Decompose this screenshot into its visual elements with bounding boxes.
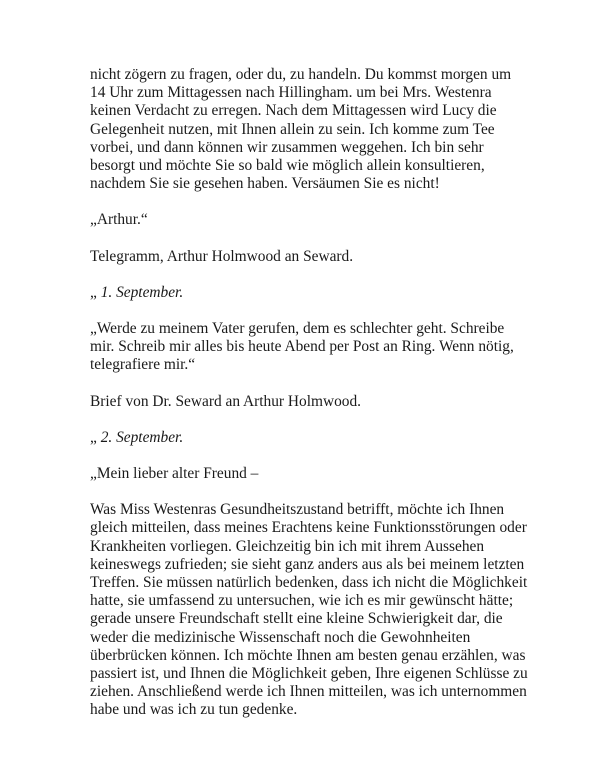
- text-line: 14 Uhr zum Mittagessen nach Hillingham. um bei Mrs. Westenra: [90, 84, 492, 102]
- paragraph-letter-heading: [90, 393, 530, 411]
- date-prefix: „: [90, 428, 101, 446]
- text-line: überbrücken können. Ich möchte Ihnen am besten genau erzählen, was: [90, 646, 526, 664]
- text-line: nicht zögern zu fragen, oder du, zu handeln. Du kommst morgen um: [90, 66, 512, 83]
- text-line: mir. Schreib mir alles bis heute Abend per Post an Ring. Wenn nötig,: [90, 338, 514, 356]
- text-line: „Mein lieber alter Freund –: [90, 465, 259, 483]
- paragraph-telegram-heading: [90, 248, 530, 266]
- date-text: 2. September.: [100, 428, 184, 446]
- text-line: gerade unsere Freundschaft stellt eine kleine Schwierigkeit dar, die: [90, 610, 503, 628]
- text-line: keineswegs zufrieden; sie sieht ganz anders aus als bei meinem letzten: [90, 555, 525, 573]
- text-line: hatte, sie umfassend zu untersuchen, wie ich es mir gewünscht hätte;: [90, 592, 514, 610]
- text-line: passiert ist, und Ihnen die Möglichkeit geben, Ihre eigenen Schlüsse zu: [90, 665, 528, 683]
- paragraph-date-line: [90, 429, 530, 447]
- text-line: Treffen. Sie müssen natürlich bedenken, dass ich nicht die Möglichkeit: [90, 574, 528, 592]
- paragraph-telegram-body: [90, 320, 530, 375]
- text-line: Brief von Dr. Seward an Arthur Holmwood.: [90, 392, 362, 410]
- text-line: gleich mitteilen, dass meines Erachtens keine Funktionsstörungen oder: [90, 519, 527, 537]
- text-line: nachdem Sie sie gesehen haben. Versäumen Sie es nicht!: [90, 175, 440, 193]
- text-line: weder die medizinische Wissenschaft noch die Gewohnheiten: [90, 628, 471, 646]
- text-line: Krankheiten vorliegen. Gleichzeitig bin ich mit ihrem Aussehen: [90, 537, 485, 555]
- paragraph-date-line: [90, 284, 530, 302]
- paragraph-signature: [90, 211, 530, 229]
- paragraph-salutation: [90, 465, 530, 483]
- paragraph-letter-body: [90, 501, 530, 719]
- text-line: telegrafiere mir.“: [90, 356, 196, 374]
- text-line: Was Miss Westenras Gesundheitszustand betrifft, möchte ich Ihnen: [90, 501, 505, 519]
- date-prefix: „: [90, 283, 101, 301]
- paragraph-letter-continuation: [90, 66, 530, 193]
- text-line: keinen Verdacht zu erregen. Nach dem Mittagessen wird Lucy die: [90, 102, 497, 120]
- text-line: Gelegenheit nutzen, mit Ihnen allein zu sein. Ich komme zum Tee: [90, 120, 495, 138]
- text-line: „Werde zu meinem Vater gerufen, dem es schlechter geht. Schreibe: [90, 320, 505, 338]
- text-line: „Arthur.“: [90, 211, 148, 229]
- date-text: 1. September.: [100, 283, 184, 301]
- document-page: [90, 66, 530, 738]
- text-line: habe und was ich zu tun gedenke.: [90, 701, 298, 719]
- text-line: besorgt und möchte Sie so bald wie möglich allein konsultieren,: [90, 157, 485, 175]
- text-line: ziehen. Anschließend werde ich Ihnen mitteilen, was ich unternommen: [90, 683, 527, 701]
- text-line: Telegramm, Arthur Holmwood an Seward.: [90, 247, 354, 265]
- text-line: vorbei, und dann können wir zusammen weggehen. Ich bin sehr: [90, 138, 484, 156]
